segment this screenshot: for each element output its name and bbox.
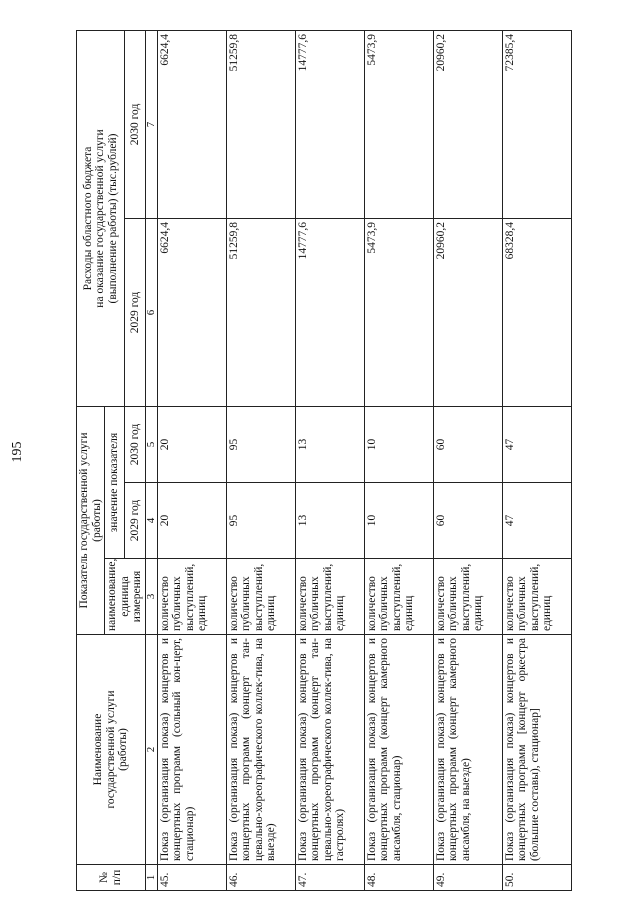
- column-number: 1: [145, 865, 157, 891]
- indicator-unit: количество публичных выступлений, единиц: [295, 559, 364, 635]
- value-2029: 13: [295, 483, 364, 559]
- row-number: 49.: [433, 865, 502, 891]
- indicator-unit: количество публичных выступлений, единиц: [433, 559, 502, 635]
- table-row: [502, 30, 571, 890]
- row-number: 47.: [295, 865, 364, 891]
- expense-2030: 20960,2: [433, 30, 502, 218]
- value-2029: 47: [502, 483, 571, 559]
- column-number: 2: [145, 635, 157, 865]
- service-name: Показ (организация показа) концертов и концертных программ (концерт тан-цевально-хореографического коллек-тива, на выезде): [226, 635, 295, 865]
- expense-2030: 6624,4: [157, 30, 226, 218]
- column-number: 5: [145, 407, 157, 483]
- row-number: 48.: [364, 865, 433, 891]
- column-number: 7: [145, 30, 157, 218]
- value-2030: 47: [502, 407, 571, 483]
- value-2030: 10: [364, 407, 433, 483]
- header-unit: наименование, единица измерения: [105, 559, 146, 635]
- service-name: Показ (организация показа) концертов и концертных программ [концерт оркестра (большие составы), стационар]: [502, 635, 571, 865]
- header-no: № п/п: [77, 865, 146, 891]
- expense-2030: 14777,6: [295, 30, 364, 218]
- value-2030: 13: [295, 407, 364, 483]
- column-number: 4: [145, 483, 157, 559]
- value-2030: 20: [157, 407, 226, 483]
- table-row: [433, 30, 502, 890]
- indicator-unit: количество публичных выступлений, единиц: [157, 559, 226, 635]
- column-number-row: [145, 30, 157, 890]
- expense-2030: 72385,4: [502, 30, 571, 218]
- service-name: Показ (организация показа) концертов и концертных программ (концерт камерного ансамбля, стационар): [364, 635, 433, 865]
- expense-2030: 5473,9: [364, 30, 433, 218]
- header-value-group: значение показателя: [105, 407, 125, 559]
- expense-2029: 20960,2: [433, 219, 502, 407]
- row-number: 50.: [502, 865, 571, 891]
- expense-2029: 68328,4: [502, 219, 571, 407]
- header-expense-group: Расходы областного бюджета на оказание государственной услуги (выполнение работы) (тыс.рублей): [77, 30, 125, 406]
- expense-2029: 5473,9: [364, 219, 433, 407]
- service-name: Показ (организация показа) концертов и концертных программ (концерт камерного ансамбля, на выезде): [433, 635, 502, 865]
- expense-2029: 6624,4: [157, 219, 226, 407]
- table-row: [295, 30, 364, 890]
- service-name: Показ (организация показа) концертов и концертных программ (сольный кон-церт, стационар): [157, 635, 226, 865]
- service-name: Показ (организация показа) концертов и концертных программ (концерт тан-цевально-хореографического коллек-тива, на гастролях): [295, 635, 364, 865]
- header-value-2030: 2030 год: [125, 407, 145, 483]
- value-2030: 95: [226, 407, 295, 483]
- value-2029: 95: [226, 483, 295, 559]
- indicator-unit: количество публичных выступлений, единиц: [364, 559, 433, 635]
- value-2030: 60: [433, 407, 502, 483]
- row-number: 46.: [226, 865, 295, 891]
- header-expense-2029: 2029 год: [125, 219, 145, 407]
- value-2029: 60: [433, 483, 502, 559]
- table-row: [364, 30, 433, 890]
- expense-2029: 51259,8: [226, 219, 295, 407]
- page-number: 195: [10, 441, 25, 463]
- table-row: [157, 30, 226, 890]
- indicator-unit: количество публичных выступлений, единиц: [226, 559, 295, 635]
- header-expense-2030: 2030 год: [125, 30, 145, 218]
- services-table: [76, 30, 572, 891]
- value-2029: 20: [157, 483, 226, 559]
- row-number: 45.: [157, 865, 226, 891]
- expense-2030: 51259,8: [226, 30, 295, 218]
- column-number: 6: [145, 219, 157, 407]
- column-number: 3: [145, 559, 157, 635]
- header-indicator-group: Показатель государственной услуги (работы): [77, 407, 105, 635]
- header-service-name: Наименование государственной услуги (работы): [77, 635, 146, 865]
- header-value-2029: 2029 год: [125, 483, 145, 559]
- indicator-unit: количество публичных выступлений, единиц: [502, 559, 571, 635]
- expense-2029: 14777,6: [295, 219, 364, 407]
- value-2029: 10: [364, 483, 433, 559]
- table-row: [226, 30, 295, 890]
